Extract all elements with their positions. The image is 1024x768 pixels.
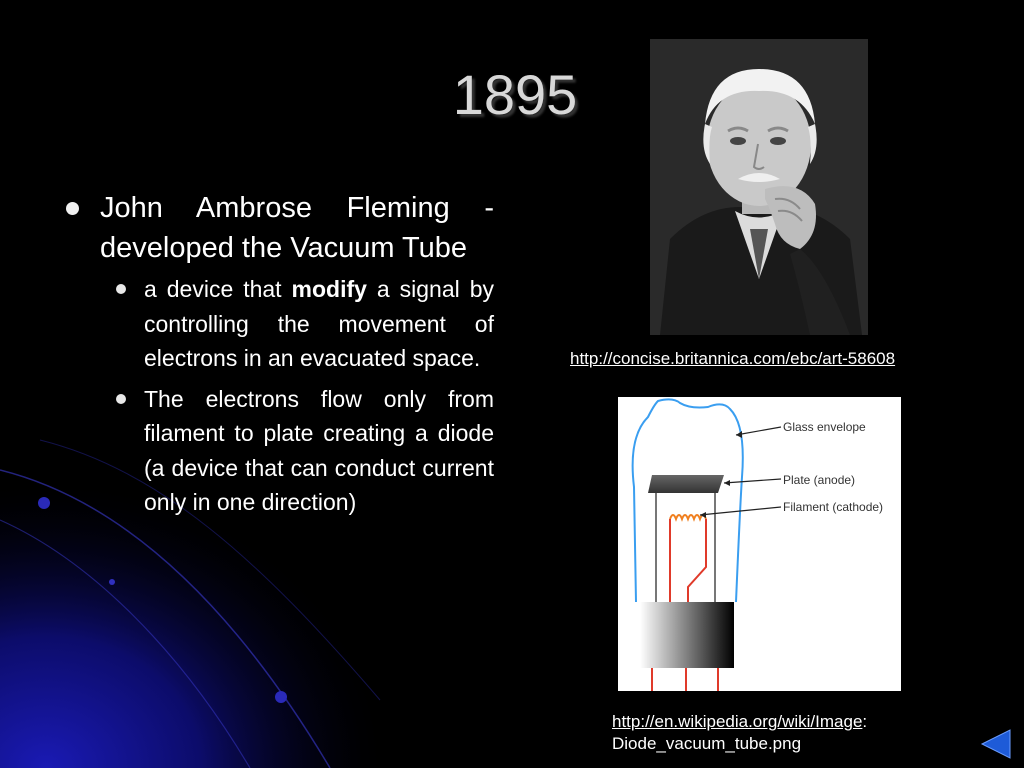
filament-coil <box>670 515 706 519</box>
vacuum-tube-diagram <box>618 397 901 691</box>
bullet-sub-1-text: a device that modify a signal by controlling the movement of electrons in an evacuated space. <box>144 276 494 371</box>
slide-title: 1895 <box>452 63 578 126</box>
portrait-source-link[interactable]: http://concise.britannica.com/ebc/art-58608 <box>570 349 896 368</box>
bullet-sub-2 <box>110 382 494 520</box>
back-arrow-icon[interactable] <box>980 728 1012 760</box>
portrait-illustration <box>650 39 868 335</box>
plate-shape <box>648 475 724 493</box>
vacuum-tube-illustration <box>618 397 901 691</box>
bullet-sub-1 <box>110 272 494 376</box>
diagram-source-link[interactable]: http://en.wikipedia.org/wiki/Image <box>612 712 863 731</box>
bullet-dot <box>110 272 144 376</box>
bullet-dot <box>60 188 100 268</box>
glass-envelope-outline <box>633 399 743 602</box>
bullet-main <box>60 188 494 268</box>
bullet-main-text: John Ambrose Fleming - developed the Vacuum Tube <box>100 192 494 264</box>
diagram-source-filename: Diode_vacuum_tube.png <box>612 734 802 753</box>
bullet-dot <box>110 382 144 520</box>
label-glass-envelope: Glass envelope <box>783 420 866 434</box>
label-filament-cathode: Filament (cathode) <box>783 500 884 514</box>
diagram-source-caption: http://en.wikipedia.org/wiki/Image: Diode_vacuum_tube.png <box>612 712 868 753</box>
portrait-photo <box>650 39 868 335</box>
slide-body <box>60 188 494 526</box>
tube-base <box>640 602 734 668</box>
bullet-sub-2-text: The electrons flow only from filament to plate creating a diode (a device that can conduct current only in one direction) <box>144 385 494 515</box>
label-plate-anode: Plate (anode) <box>783 473 856 487</box>
